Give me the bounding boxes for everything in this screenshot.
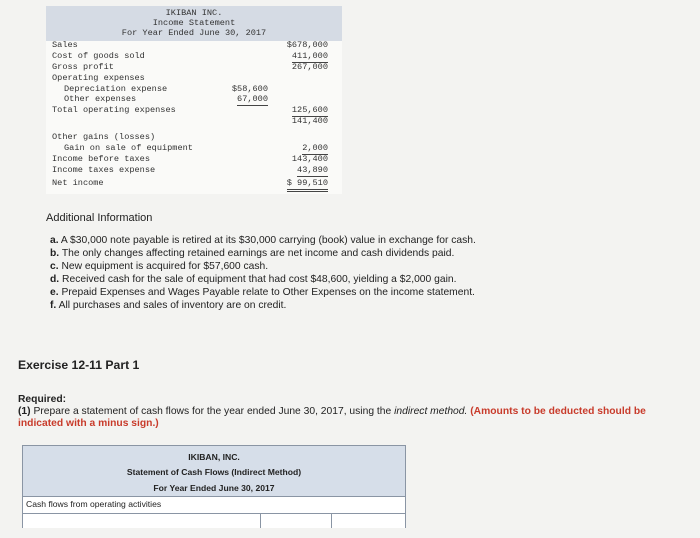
income-statement-header [46, 6, 342, 41]
table-row [22, 496, 406, 514]
list-item: b. The only changes affecting retained earnings are net income and cash dividends paid. [50, 248, 455, 259]
cf-company: IKIBAN, INC. [188, 452, 240, 462]
cf-period: For Year Ended June 30, 2017 [153, 483, 275, 493]
list-item: c. New equipment is acquired for $57,600 cash. [50, 261, 269, 272]
list-item: d. Received cash for the sale of equipment that had cost $48,600, yielding a $2,000 gain. [50, 274, 457, 285]
required-instructions [18, 394, 688, 430]
is-row: Income before taxes 143,400 [52, 154, 328, 164]
additional-info-list [50, 234, 610, 312]
exercise-title: Exercise 12-11 Part 1 [18, 358, 140, 372]
is-title: Income Statement [152, 18, 236, 28]
cf-amount-input[interactable] [261, 514, 332, 528]
list-item: a. A $30,000 note payable is retired at its $30,000 carrying (book) value in exchange for cash. [50, 235, 476, 246]
required-text: (1) Prepare a statement of cash flows for the year ended June 30, 2017, using the indirect method. (Amounts to be deducted should be indicated with a minus sign.) [18, 406, 646, 429]
is-row: Gain on sale of equipment 2,000 [64, 143, 328, 153]
cf-line-item-input[interactable] [23, 514, 261, 528]
additional-info-title: Additional Information [46, 212, 153, 224]
is-row: Sales $678,000 [52, 40, 328, 50]
is-row: 141,400 [291, 116, 328, 126]
is-period: For Year Ended June 30, 2017 [121, 28, 267, 38]
list-item: f. All purchases and sales of inventory are on credit. [50, 300, 287, 311]
is-row: Total operating expenses 125,600 [52, 105, 328, 115]
cf-total-input[interactable] [332, 514, 405, 528]
cash-flow-header [22, 445, 406, 497]
is-row: Other gains (losses) [52, 132, 156, 142]
table-row [22, 513, 406, 528]
is-row: Gross profit 267,000 [52, 62, 328, 72]
is-row: Cost of goods sold 411,000 [52, 51, 328, 61]
is-company: IKIBAN INC. [165, 8, 223, 18]
is-row: Net income $ 99,510 [46, 178, 342, 189]
income-statement [46, 6, 342, 194]
is-row: Other expenses 67,000 [64, 94, 268, 104]
cf-title: Statement of Cash Flows (Indirect Method) [126, 467, 302, 477]
list-item: e. Prepaid Expenses and Wages Payable relate to Other Expenses on the income statement. [50, 287, 475, 298]
minus-sign-note: (Amounts to be deducted should be indicated with a minus sign.) [18, 406, 646, 429]
is-row: Depreciation expense $58,600 [64, 84, 268, 94]
is-row: Income taxes expense 43,890 [52, 165, 328, 175]
cf-section-label: Cash flows from operating activities [26, 499, 162, 509]
required-title: Required: [18, 394, 67, 405]
is-row: Operating expenses [52, 73, 145, 83]
